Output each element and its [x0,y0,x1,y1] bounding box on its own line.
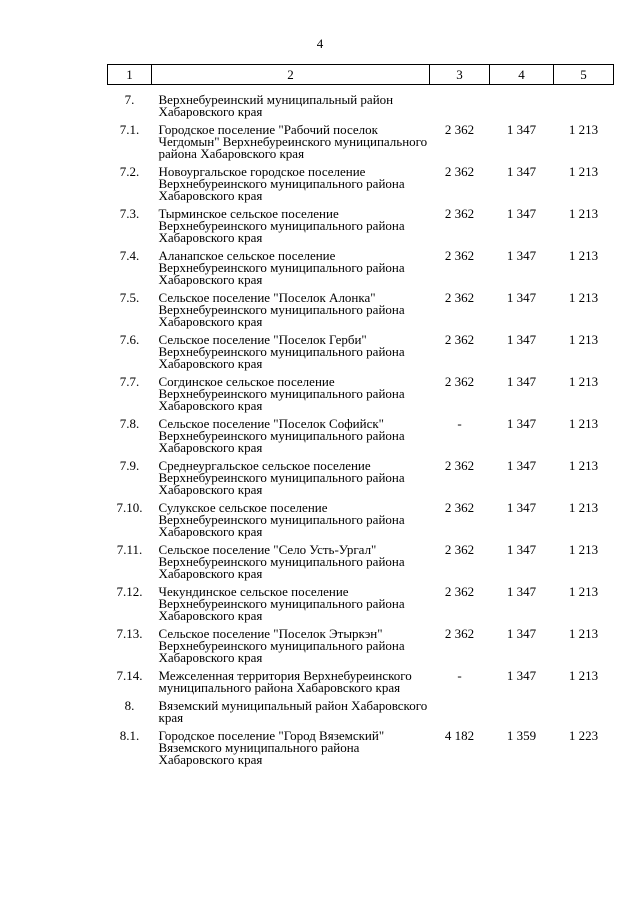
table-row [108,580,614,622]
row-value-col3: 2 362 [444,584,475,599]
table-row [108,622,614,664]
row-number: 7.13. [116,626,143,641]
table-row [108,724,614,766]
row-name: Городское поселение "Город Вяземский" Вяземского муниципального района Хабаровского края [158,728,385,767]
header-col-5: 5 [554,65,614,85]
row-value-col5 [554,694,614,724]
row-name: Чекундинское сельское поселение Верхнебуреинского муниципального района Хабаровского края [158,584,405,623]
table-row [108,202,614,244]
row-number: 7.12. [116,584,143,599]
row-value-col5: 1 213 [568,458,599,473]
row-number: 8. [124,698,135,713]
row-name: Сельское поселение "Поселок Софийск" Верхнебуреинского муниципального района Хабаровского края [158,416,405,455]
row-value-col3: - [457,416,462,431]
row-value-col4: 1 347 [506,668,537,683]
row-name: Сулукское сельское поселение Верхнебуреинского муниципального района Хабаровского края [158,500,405,539]
row-value-col5: 1 213 [568,332,599,347]
table-header [108,65,614,85]
row-number: 7.9. [119,458,140,473]
row-name: Межселенная территория Верхнебуреинского муниципального района Хабаровского края [158,668,412,695]
row-number: 7.6. [119,332,140,347]
row-number: 7. [124,92,135,107]
table-row [108,694,614,724]
row-value-col5: 1 213 [568,416,599,431]
row-value-col3: 2 362 [444,458,475,473]
row-number: 7.4. [119,248,140,263]
row-value-col4: 1 347 [506,584,537,599]
row-value-col5: 1 213 [568,248,599,263]
header-col-2: 2 [152,65,430,85]
row-name: Сельское поселение "Село Усть-Ургал" Верхнебуреинского муниципального района Хабаровского края [158,542,405,581]
row-name: Сельское поселение "Поселок Герби" Верхнебуреинского муниципального района Хабаровского края [158,332,405,371]
row-value-col3: 2 362 [444,290,475,305]
row-value-col4 [490,694,554,724]
row-value-col5: 1 213 [568,584,599,599]
row-value-col5: 1 213 [568,668,599,683]
row-number: 7.10. [116,500,143,515]
row-value-col3: 2 362 [444,122,475,137]
row-value-col5: 1 213 [568,542,599,557]
row-value-col4: 1 347 [506,416,537,431]
table-row [108,538,614,580]
row-value-col5: 1 213 [568,626,599,641]
row-number: 7.7. [119,374,140,389]
row-value-col3: 2 362 [444,374,475,389]
table-row [108,286,614,328]
row-name: Сельское поселение "Поселок Этыркэн" Верхнебуреинского муниципального района Хабаровского края [158,626,405,665]
row-value-col3: 2 362 [444,206,475,221]
row-value-col4: 1 347 [506,290,537,305]
table-body [108,85,614,767]
row-number: 7.5. [119,290,140,305]
row-value-col5: 1 213 [568,290,599,305]
row-value-col3 [430,694,490,724]
row-name: Новоургальское городское поселение Верхнебуреинского муниципального района Хабаровского края [158,164,405,203]
table-row [108,160,614,202]
table-row [108,244,614,286]
row-number: 7.3. [119,206,140,221]
row-value-col4: 1 347 [506,248,537,263]
row-value-col4: 1 347 [506,626,537,641]
row-value-col3: 2 362 [444,332,475,347]
row-value-col5: 1 213 [568,122,599,137]
table-row [108,370,614,412]
row-value-col3: 2 362 [444,164,475,179]
table-row [108,328,614,370]
table-row [108,664,614,694]
row-value-col4: 1 359 [506,728,537,743]
table-row [108,118,614,160]
budget-table [107,64,614,766]
row-number: 8.1. [119,728,140,743]
row-value-col5: 1 213 [568,374,599,389]
row-name: Сельское поселение "Поселок Алонка" Верхнебуреинского муниципального района Хабаровского края [158,290,405,329]
table-row [108,85,614,119]
row-name: Тырминское сельское поселение Верхнебуреинского муниципального района Хабаровского края [158,206,405,245]
row-value-col4: 1 347 [506,542,537,557]
row-value-col3: 2 362 [444,248,475,263]
row-name: Среднеургальское сельское поселение Верхнебуреинского муниципального района Хабаровского края [158,458,405,497]
row-number: 7.14. [116,668,143,683]
row-name: Вяземский муниципальный район Хабаровского края [158,698,428,725]
header-col-1: 1 [108,65,152,85]
table-row [108,496,614,538]
row-number: 7.11. [116,542,143,557]
row-value-col4: 1 347 [506,500,537,515]
row-name: Городское поселение "Рабочий поселок Чегдомын" Верхнебуреинского муниципального района Хабаровского края [158,122,428,161]
row-value-col3: 2 362 [444,626,475,641]
row-value-col5: 1 213 [568,206,599,221]
row-value-col4 [490,85,554,119]
row-value-col4: 1 347 [506,332,537,347]
row-value-col4: 1 347 [506,374,537,389]
row-value-col3 [430,85,490,119]
row-value-col3: 4 182 [444,728,475,743]
table-row [108,412,614,454]
row-value-col5: 1 213 [568,164,599,179]
header-col-4: 4 [490,65,554,85]
row-value-col4: 1 347 [506,206,537,221]
row-name: Согдинское сельское поселение Верхнебуреинского муниципального района Хабаровского края [158,374,405,413]
row-name: Верхнебуреинский муниципальный район Хабаровского края [158,92,394,119]
row-number: 7.1. [119,122,140,137]
row-name: Аланапское сельское поселение Верхнебуреинского муниципального района Хабаровского края [158,248,405,287]
row-value-col4: 1 347 [506,122,537,137]
table-row [108,454,614,496]
header-col-3: 3 [430,65,490,85]
page-number: 4 [316,36,324,51]
row-value-col5: 1 213 [568,500,599,515]
row-value-col4: 1 347 [506,458,537,473]
row-value-col5 [554,85,614,119]
row-value-col3: - [457,668,462,683]
row-value-col4: 1 347 [506,164,537,179]
row-value-col3: 2 362 [444,500,475,515]
row-number: 7.8. [119,416,140,431]
row-value-col3: 2 362 [444,542,475,557]
row-value-col5: 1 223 [568,728,599,743]
row-number: 7.2. [119,164,140,179]
